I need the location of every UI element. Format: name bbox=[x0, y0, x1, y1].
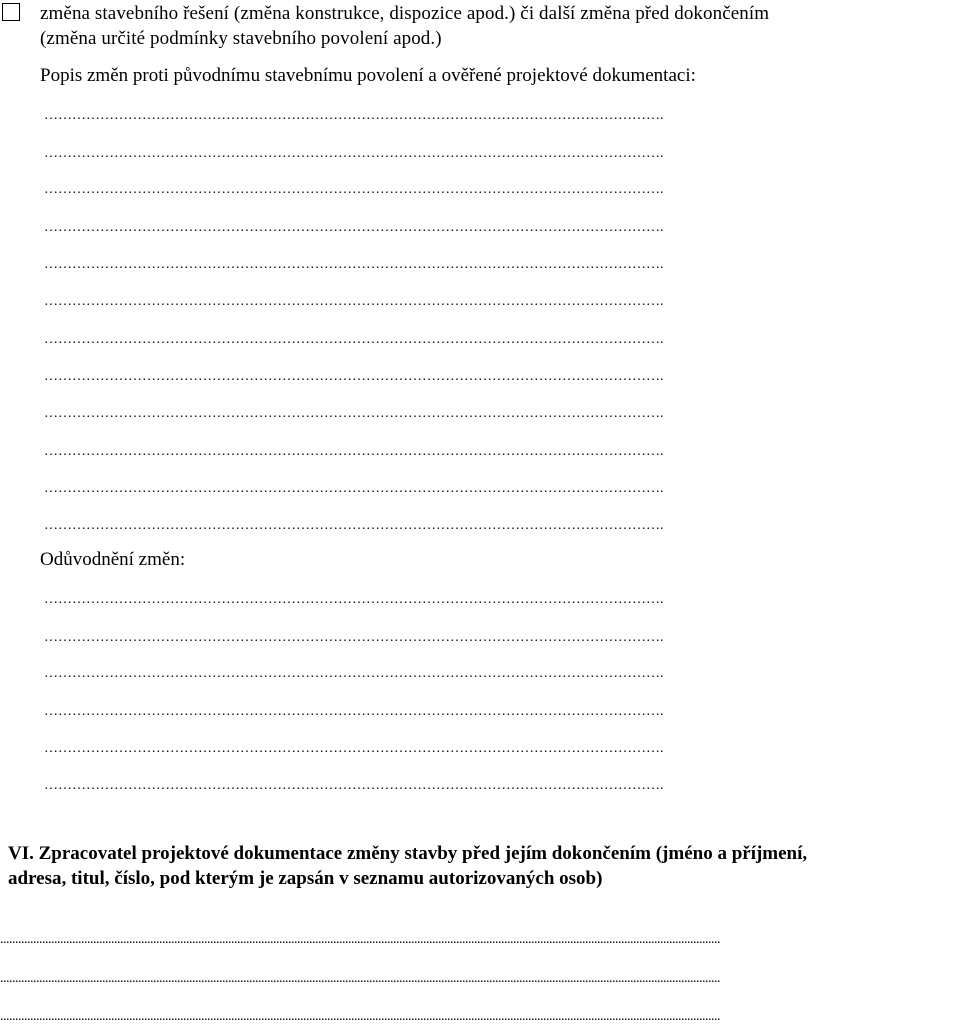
designer-info-line[interactable]: ................................................................................................................................................................................................................................................ bbox=[0, 932, 720, 947]
changes-description-label: Popis změn proti původnímu stavebnímu povolení a ověřené projektové dokumentaci: bbox=[40, 65, 696, 86]
changes-description-line[interactable]: ……………………………………………………………………………………………………………………. bbox=[44, 294, 664, 309]
designer-info-line[interactable]: ................................................................................................................................................................................................................................................ bbox=[0, 1009, 720, 1024]
changes-description-line[interactable]: ……………………………………………………………………………………………………………………. bbox=[44, 332, 664, 347]
changes-description-line[interactable]: ……………………………………………………………………………………………………………………. bbox=[44, 369, 664, 384]
justification-line[interactable]: ……………………………………………………………………………………………………………………. bbox=[44, 704, 664, 719]
justification-label: Odůvodnění změn: bbox=[40, 549, 186, 570]
changes-description-line[interactable]: ……………………………………………………………………………………………………………………. bbox=[44, 220, 664, 235]
change-type-checkbox[interactable] bbox=[2, 3, 20, 21]
justification-line[interactable]: ……………………………………………………………………………………………………………………. bbox=[44, 666, 664, 681]
changes-description-line[interactable]: ……………………………………………………………………………………………………………………. bbox=[44, 406, 664, 421]
changes-description-line[interactable]: ……………………………………………………………………………………………………………………. bbox=[44, 444, 664, 459]
changes-description-line[interactable]: ……………………………………………………………………………………………………………………. bbox=[44, 146, 664, 161]
changes-description-line[interactable]: ……………………………………………………………………………………………………………………. bbox=[44, 481, 664, 496]
changes-description-line[interactable]: ……………………………………………………………………………………………………………………. bbox=[44, 257, 664, 272]
changes-description-line[interactable]: ……………………………………………………………………………………………………………………. bbox=[44, 182, 664, 197]
section-vi-heading-line1: VI. Zpracovatel projektové dokumentace změny stavby před jejím dokončením (jméno a příjmení, bbox=[8, 843, 808, 864]
change-type-label-line2: (změna určité podmínky stavebního povolení apod.) bbox=[40, 28, 442, 49]
justification-line[interactable]: ……………………………………………………………………………………………………………………. bbox=[44, 630, 664, 645]
change-type-label bbox=[40, 1, 960, 51]
justification-line[interactable]: ……………………………………………………………………………………………………………………. bbox=[44, 741, 664, 756]
changes-description-line[interactable]: ……………………………………………………………………………………………………………………. bbox=[44, 518, 664, 533]
changes-description-line[interactable]: ……………………………………………………………………………………………………………………. bbox=[44, 108, 664, 123]
change-type-label-line1: změna stavebního řešení (změna konstrukce, dispozice apod.) či další změna před dokončením bbox=[40, 3, 770, 24]
justification-line[interactable]: ……………………………………………………………………………………………………………………. bbox=[44, 592, 664, 607]
section-vi-heading-line2: adresa, titul, číslo, pod kterým je zapsán v seznamu autorizovaných osob) bbox=[8, 868, 603, 889]
designer-info-line[interactable]: ................................................................................................................................................................................................................................................ bbox=[0, 971, 720, 986]
section-vi-heading bbox=[8, 841, 958, 891]
justification-line[interactable]: ……………………………………………………………………………………………………………………. bbox=[44, 778, 664, 793]
